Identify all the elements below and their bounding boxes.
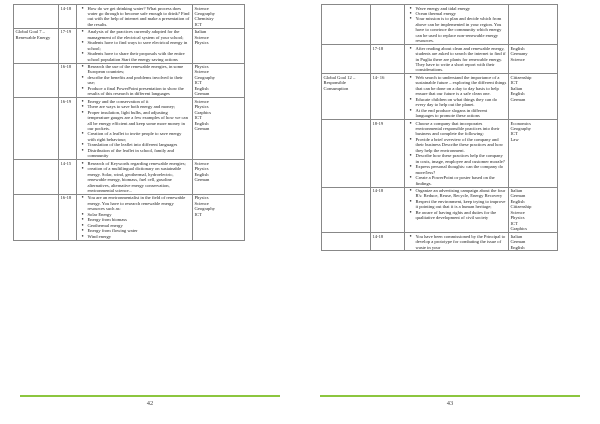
footer-rule bbox=[20, 395, 280, 397]
activity-item: ● At the end produce slogans in different languages to promote these actions bbox=[416, 108, 507, 119]
age-cell: 14-18 bbox=[59, 5, 77, 29]
activities-table-right bbox=[321, 4, 558, 251]
age-cell: 14-18 bbox=[371, 187, 405, 233]
activity-item: ● Web search to understand the importance of a sustainable future – exploring the different things that can be done on a day to day basis to help ensure that our future is a safe clean one. bbox=[416, 75, 507, 97]
subject-label: Italian bbox=[510, 85, 523, 91]
subject-label: English bbox=[510, 244, 525, 250]
activity-list bbox=[79, 195, 191, 239]
activity-list bbox=[407, 46, 507, 73]
table-row bbox=[14, 160, 245, 195]
table-row bbox=[14, 63, 245, 98]
subjects-cell bbox=[193, 5, 245, 29]
subjects-cell bbox=[193, 63, 245, 98]
subject-label: ICT bbox=[194, 21, 202, 27]
page-right bbox=[300, 0, 600, 424]
activity-item: ● Wave energy and tidal energy bbox=[416, 6, 507, 11]
table-row bbox=[14, 98, 245, 160]
activity-cell bbox=[77, 63, 193, 98]
age-cell: 14-18 bbox=[371, 233, 405, 251]
age-cell: 16-18 bbox=[59, 63, 77, 98]
subjects-cell bbox=[509, 74, 558, 120]
activity-item: ● Create a PowerPoint or poster based on the findings. bbox=[416, 175, 507, 186]
subject-label: Science bbox=[194, 34, 209, 40]
subject-label: ICT bbox=[194, 80, 202, 86]
subject-label: German bbox=[194, 126, 210, 132]
activity-item: ● Energy and the conservation of it bbox=[88, 99, 191, 104]
subjects-cell bbox=[193, 194, 245, 240]
goal-cell: Global Goal 7 – Renewable Energy bbox=[14, 28, 59, 63]
subjects-cell bbox=[509, 233, 558, 251]
subject-label: Science bbox=[194, 5, 209, 11]
subject-label: English bbox=[194, 85, 209, 91]
activity-item: ● Proper insulation, light bulbs, and adjusting temperature gauges are a few examples of how we can all be energy efficient and keep some more money in our pockets. bbox=[88, 110, 191, 132]
subject-label: ICT bbox=[510, 220, 518, 226]
subject-label: Science bbox=[194, 200, 209, 206]
activity-item: ● Describe how these practices help the company in costs, image, employee and customer morale? bbox=[416, 153, 507, 164]
table-row bbox=[322, 74, 558, 120]
age-cell: 17-19 bbox=[59, 28, 77, 63]
activity-list bbox=[79, 161, 191, 194]
activity-item: ● Analysis of the practices currently adopted for the management of the electrical system of your school; bbox=[88, 29, 191, 40]
activity-item: ● How do we get drinking water? What process does water go through to become safe enough to drink? Find out with the help of internet and make a presentation of the results. bbox=[88, 6, 191, 28]
subject-label: Citizenship bbox=[510, 74, 532, 80]
table-row bbox=[14, 5, 245, 29]
activity-list bbox=[79, 99, 191, 159]
activity-item: ● Distribution of the leaflet in school, family and community bbox=[88, 148, 191, 159]
subject-label: ICT bbox=[510, 131, 518, 137]
table-row bbox=[322, 5, 558, 45]
activity-list bbox=[79, 6, 191, 28]
activity-cell bbox=[405, 45, 509, 74]
subject-label: German bbox=[510, 193, 526, 199]
activity-list bbox=[407, 188, 507, 221]
subjects-cell bbox=[509, 45, 558, 74]
subject-label: English bbox=[194, 120, 209, 126]
subjects-cell bbox=[509, 187, 558, 233]
subject-label: Physics bbox=[194, 195, 209, 201]
table-row bbox=[322, 120, 558, 187]
activity-item: ● You are an environmentalist in the field of renewable energy. You have to research renewable energy resources such as: bbox=[88, 195, 191, 211]
activity-item: ● Provide a brief overview of the company and their business Describe these practices and how they help the environment. bbox=[416, 137, 507, 153]
goal-cell bbox=[322, 120, 371, 187]
goal-cell bbox=[14, 5, 59, 29]
activity-item: ● Educate children on what things they can do every day to help out the planet. bbox=[416, 97, 507, 108]
subject-label: German bbox=[194, 91, 210, 97]
subjects-cell bbox=[509, 5, 558, 45]
goal-cell bbox=[322, 233, 371, 251]
activity-cell bbox=[405, 74, 509, 120]
goal-cell bbox=[14, 63, 59, 98]
subject-label: Geography bbox=[510, 126, 531, 132]
page-number bbox=[300, 400, 600, 407]
subject-label: Physics bbox=[194, 166, 209, 172]
activities-table-left bbox=[13, 4, 245, 241]
activity-list bbox=[407, 6, 507, 44]
subject-label: German bbox=[510, 239, 526, 245]
goal-cell: Global Goal 12 – Responsible Consumption bbox=[322, 74, 371, 120]
subject-label: Science bbox=[510, 56, 525, 62]
subject-label: ICT bbox=[194, 211, 202, 217]
activity-item: ● Energy from flowing water bbox=[88, 228, 191, 233]
subject-label: Italian bbox=[194, 29, 207, 35]
subjects-cell bbox=[193, 160, 245, 195]
age-cell: 14-15 bbox=[59, 160, 77, 195]
subject-label: Physics bbox=[194, 104, 209, 110]
activity-item: ● After reading about clean and renewable energy, students are asked to search the internet to find if in Puglia there are plants for renewable energy. They have to write a short report with their considerations. bbox=[416, 46, 507, 73]
subject-label: Science bbox=[194, 69, 209, 75]
subject-label: Italian bbox=[510, 188, 523, 193]
goal-cell bbox=[322, 5, 371, 45]
activity-item: ● Be aware of having rights and duties for the qualitative development of civil society bbox=[416, 210, 507, 221]
subjects-cell bbox=[509, 120, 558, 187]
age-cell: 16-18 bbox=[59, 194, 77, 240]
subject-label: German bbox=[510, 96, 526, 102]
age-cell: 17-18 bbox=[371, 45, 405, 74]
subjects-cell bbox=[193, 98, 245, 160]
subject-label: Physics bbox=[194, 40, 209, 46]
age-cell: 18-19 bbox=[371, 120, 405, 187]
activity-list bbox=[79, 29, 191, 62]
subject-label: ICT bbox=[194, 115, 202, 121]
activity-cell bbox=[77, 28, 193, 63]
subject-label: ICT bbox=[510, 80, 518, 86]
subject-label: English bbox=[510, 91, 525, 97]
footer-rule bbox=[320, 395, 580, 397]
activity-cell bbox=[405, 5, 509, 45]
subject-label: Graphics bbox=[194, 109, 212, 115]
table-row bbox=[14, 28, 245, 63]
subject-label: English bbox=[194, 171, 209, 177]
goal-cell bbox=[14, 160, 59, 195]
subject-label: Science bbox=[510, 209, 525, 215]
activity-item: ● There are ways to save both energy and money; bbox=[88, 104, 191, 109]
subject-label: Physics bbox=[194, 64, 209, 70]
goal-cell bbox=[322, 187, 371, 233]
age-cell: 16-19 bbox=[59, 98, 77, 160]
activity-item: ● Translation of the leaflet into different languages bbox=[88, 142, 191, 147]
page-number-label: 43 bbox=[446, 400, 454, 407]
subject-label: English bbox=[510, 45, 525, 51]
activity-item: ● Students have to share their proposals with the entire school population Start the energy saving actions bbox=[88, 51, 191, 62]
subject-label: Law bbox=[510, 136, 519, 142]
subject-label: Graphics bbox=[510, 226, 528, 232]
activity-cell bbox=[77, 98, 193, 160]
subject-label: Physics bbox=[510, 215, 525, 221]
subject-label: Germany bbox=[510, 51, 528, 57]
activity-item: ● Respect the environment, keep trying to improve it pointing out that it is a human heritage; bbox=[416, 199, 507, 210]
activity-list bbox=[407, 121, 507, 186]
subject-label: German bbox=[194, 177, 210, 183]
activity-cell bbox=[405, 233, 509, 251]
activity-item: ● You have been commissioned by the Principal to develop a prototype for combating the issue of waste in your bbox=[416, 234, 507, 250]
activity-item: ● Geothermal energy bbox=[88, 223, 191, 228]
table-row bbox=[322, 233, 558, 251]
activity-item: ● Research the use of the renewable energies, in some European countries; bbox=[88, 64, 191, 75]
subject-label: Chemistry bbox=[194, 16, 214, 22]
activity-item: ● Research of Keywords regarding renewable energies; bbox=[88, 161, 191, 166]
subject-label: Geography bbox=[194, 206, 215, 212]
subject-label: Geography bbox=[194, 10, 215, 16]
table-row bbox=[14, 194, 245, 240]
page-number-label: 42 bbox=[146, 400, 154, 407]
activity-cell bbox=[77, 5, 193, 29]
table-row bbox=[322, 187, 558, 233]
activity-item: ● Express personal thoughts: can the company do more/less? bbox=[416, 164, 507, 175]
activity-item: ● Organize an advertising campaign about the four R's: Reduce, Reuse, Recycle, Energy Recovery bbox=[416, 188, 507, 199]
activity-list bbox=[407, 234, 507, 250]
activity-item: ● Choose a company that incorporates environmental responsible practices into their business and complete the following: bbox=[416, 121, 507, 137]
subject-label: Economics bbox=[510, 120, 531, 126]
activity-cell bbox=[405, 187, 509, 233]
goal-cell bbox=[322, 45, 371, 74]
page-number bbox=[0, 400, 300, 407]
activity-item: ● Energy from biomass bbox=[88, 217, 191, 222]
activity-cell bbox=[77, 160, 193, 195]
subjects-cell bbox=[193, 28, 245, 63]
age-cell bbox=[371, 5, 405, 45]
activity-item: ● Wind energy bbox=[88, 234, 191, 239]
activity-list bbox=[407, 75, 507, 119]
goal-cell bbox=[14, 194, 59, 240]
activity-item: ● Produce a final PowerPoint presentation to show the results of this research in different languages bbox=[88, 86, 191, 97]
subject-label: English bbox=[510, 198, 525, 204]
subject-label: Italian bbox=[510, 233, 523, 239]
subject-label: Science bbox=[194, 160, 209, 166]
activity-cell bbox=[77, 194, 193, 240]
age-cell: 14- 16 bbox=[371, 74, 405, 120]
subject-label: Citizenship bbox=[510, 204, 532, 210]
activity-item: ● Students have to find ways to save electrical energy in school; bbox=[88, 40, 191, 51]
subject-label: Science bbox=[194, 98, 209, 104]
activity-cell bbox=[405, 120, 509, 187]
goal-cell bbox=[14, 98, 59, 160]
activity-item: ● Creation of a leaflet to invite people to save energy with right behaviour; bbox=[88, 131, 191, 142]
activity-list bbox=[79, 64, 191, 97]
activity-item: ● describe the benefits and problems involved to their use; bbox=[88, 75, 191, 86]
subject-label: Geography bbox=[194, 74, 215, 80]
table-row bbox=[322, 45, 558, 74]
activity-item: ● Solar Energy bbox=[88, 212, 191, 217]
activity-item: ● creation of a multilingual dictionary on sustainable energy. Solar, wind, geothermal, hydroelectric, renewable energy, biomass, fuel cell, gasoline alternatives, alternative energy conservation, environmental science... bbox=[88, 166, 191, 193]
activity-item: ● Your mission is to plan and decide which from above can be implemented in your region. You have to convince the community which energy can be used to replace non-renewable energy resources. bbox=[416, 16, 507, 43]
activity-item: ● Ocean thermal energy bbox=[416, 11, 507, 16]
